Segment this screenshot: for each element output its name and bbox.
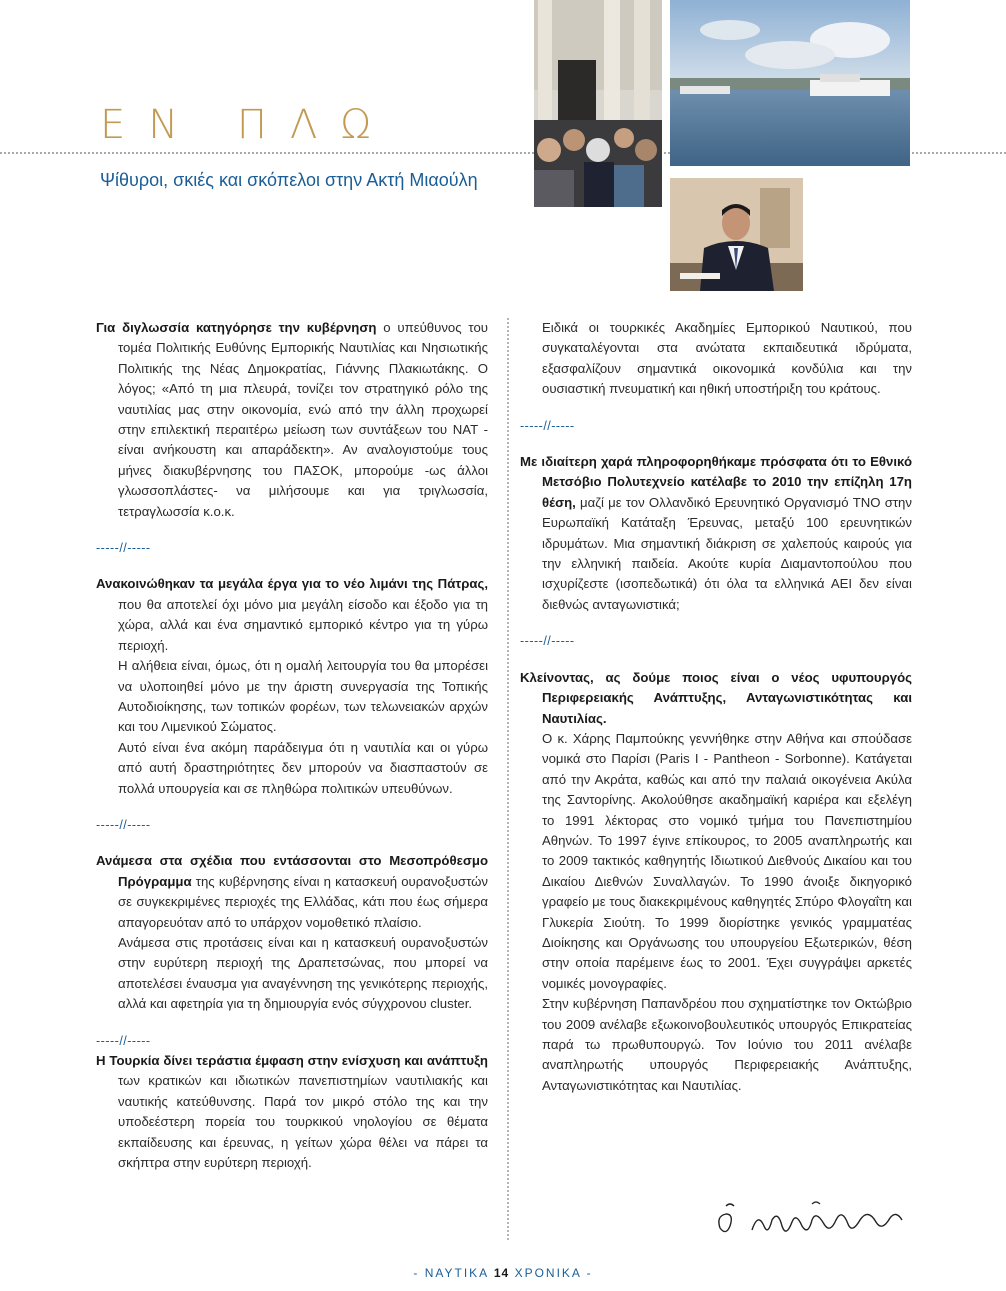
item-lead: Κλείνοντας, ας δούμε ποιος είναι ο νέος υφυπουργός Περιφερειακής Ανάπτυξης, Ανταγωνιστικότητας και Ναυτιλίας. (520, 669, 912, 726)
item-text: της κυβέρνησης είναι η κατασκευή ουρανοξυστών σε συγκεκριμένες περιοχές της Ελλάδας, κάτι που έως σήμερα απαγορευόταν από το υπάρχον νομοθετικό πλαίσιο. (118, 873, 488, 930)
item-paragraph: Ειδικά οι τουρκικές Ακαδημίες Εμπορικού Ναυτικού, που συγκαταλέγονται στα ανώτατα εκπαιδευτικά ιδρύματα, εξασφαλίζουν σημαντικά οικονομικά κονδύλια και την ουσιαστική πνευματική και ηθική υποστήριξη του κράτους. (542, 320, 912, 397)
page-footer (0, 1266, 1006, 1280)
separator: -----//----- (96, 1033, 151, 1048)
minister-portrait-photo (670, 178, 803, 291)
column-divider (507, 318, 509, 1240)
item-paragraph: Ανάμεσα στις προτάσεις είναι και η κατασκευή ουρανοξυστών στην ευρύτερη περιοχή της Δραπετσώνας, που μπορεί να αποτελέσει έναυσμα για αναγέννηση της γενικότερης περιοχής, αλλά και αφετηρία για τη δημιουργία ενός σύγχρονου cluster. (118, 934, 488, 1012)
item-lead: Ανακοινώθηκαν τα μεγάλα έργα για το νέο λιμάνι της Πάτρας, (96, 576, 488, 592)
page-title: ΕΝ ΠΛΩ (100, 102, 394, 148)
separator: -----//----- (96, 541, 151, 556)
item-text: που θα αποτελεί όχι μόνο μια μεγάλη είσοδο και έξοδο για τη χώρα, αλλά και ένα σημαντικό εμπορικό κέντρο για τη γύρω περιοχή. (118, 596, 488, 653)
news-item (520, 668, 912, 729)
item-paragraph: Αυτό είναι ένα ακόμη παράδειγμα ότι η ναυτιλία και οι γύρω από αυτή δραστηριότητες δεν μπορούν να διασπαστούν σε πολλά υπουργεία και σε πληθώρα πολιτικών υπευθύνων. (118, 739, 488, 796)
separator: -----//----- (520, 634, 575, 649)
news-item (96, 1051, 488, 1173)
article-subtitle: Ψίθυροι, σκιές και σκόπελοι στην Ακτή Μιαούλη (100, 170, 478, 190)
author-signature (712, 1196, 912, 1246)
news-item (520, 452, 912, 615)
news-item (96, 318, 488, 522)
page-number: 14 (493, 1266, 510, 1280)
item-lead: Ανάμεσα στα σχέδια που εντάσσονται στο Μεσοπρόθεσμο Πρόγραμμα (96, 853, 488, 889)
port-harbor-photo (670, 0, 910, 166)
item-paragraph: Η αλήθεια είναι, όμως, ότι η ομαλή λειτουργία του θα μπορέσει να υλοποιηθεί μόνο με την άριστη συνεργασία της Τοπικής Αυτοδιοίκησης, των τοπικών φορέων, των τελωνειακών αρχών και του Λιμενικού Σώματος. (118, 658, 488, 735)
footer-magazine-left: - ΝΑΥΤΙΚΑ (413, 1266, 489, 1280)
item-text: των κρατικών και ιδιωτικών πανεπιστημίων ναυτιλιακής και ναυτικής κατεύθυνσης. Παρά τον μικρό στόλο της και την υποδεέστερη πορεία του τουρκικού νηολογίου σε θέματα εκπαίδευσης και έρευνας, η γείτων χώρα θέλει να πάρει τα σκήπτρα στην ευρύτερη περιοχή. (118, 1073, 488, 1171)
item-lead: Με ιδιαίτερη χαρά πληροφορηθήκαμε πρόσφατα ότι το Εθνικό Μετσόβιο Πολυτεχνείο κατέλαβε το 2010 την επίζηλη 17η θέση, (520, 454, 912, 510)
separator: -----//----- (96, 817, 151, 832)
right-column (520, 318, 912, 1096)
separator: -----//----- (520, 418, 575, 433)
news-item (96, 574, 488, 656)
crowd-at-ministry-photo (534, 0, 662, 207)
item-paragraph: Ο κ. Χάρης Παμπούκης γεννήθηκε στην Αθήνα και σπούδασε νομικά στο Παρίσι (Paris I - Pantheon - Sorbonne). Κατάγεται από την Ακράτα, καθώς και από την παλαιά οικογένεια Ακύλα της Σαντορίνης. Ακολούθησε ακαδημαϊκή καριέρα και εξελέγη το 1991 λέκτορας στο νομικό τμήμα του Πανεπιστημίου Αθηνών. Το 1997 έγινε επίκουρος, το 2005 αναπληρωτής και το 2009 τακτικός καθηγητής Ιδιωτικού Διεθνούς Δικαίου και του Δικαίου Διεθνών Συναλλαγών. Το 1990 άνοιξε δικηγορικό γραφείο με τους διακεκριμένους καθηγητές Σπύρο Φλογαΐτη και Γλυκερία Σιούτη. Το 1999 διορίστηκε γενικός γραμματέας Διοίκησης και Οργάνωσης του υπουργείου Εξωτερικών, θέση στην οποία παρέμεινε έως το 2001. Έχει συγγράψει αρκετές νομικές μονογραφίες. (542, 730, 912, 991)
item-lead: Η Τουρκία δίνει τεράστια έμφαση στην ενίσχυση και ανάπτυξη (96, 1053, 488, 1068)
item-text: ο υπεύθυνος του τομέα Πολιτικής Ευθύνης Εμπορικής Ναυτιλίας και Νησιωτικής Πολιτικής της Νέας Δημοκρατίας, Γιάννης Πλακιωτάκης. Ο λόγος; «Από τη μια πλευρά, τονίζει τον στρατηγικό ρόλο της ναυτιλίας μας στην οικονομία, ενώ από την άλλη προχωρεί στην επιλεκτική περαιτέρω μείωση των συντάξεων του ΝΑΤ - είναι ανήκουστη και απαράδεκτη». Αν αναλογιστούμε τους μήνες διακυβέρνησης του ΠΑΣΟΚ, μπορούμε -ως άλλοι γλωσσοπλάστες- να μιλήσουμε και για τριγλωσσία, τετραγλωσσία κ.ο.κ. (118, 320, 488, 519)
item-paragraph: Στην κυβέρνηση Παπανδρέου που σχηματίστηκε τον Οκτώβριο του 2009 ανέλαβε εξωκοινοβουλευτικός υπουργός Επικρατείας παρά τω πρωθυπουργώ. Τον Ιούνιο του 2011 ανέλαβε αναπληρωτής υπουργός Περιφερειακής Ανάπτυξης, Ανταγωνιστικότητας και Ναυτιλίας. (542, 996, 912, 1093)
item-lead: Για διγλωσσία κατηγόρησε την κυβέρνηση (96, 320, 377, 335)
item-text: μαζί με τον Ολλανδικό Ερευνητικό Οργανισμό TNO στην Ευρωπαϊκή Κατάταξη Έρευνας, μεταξύ 100 ερευνητικών ιδρυμάτων. Μια σημαντική διάκριση σε χαλεπούς καιρούς για την ελληνική παιδεία. Ακούτε κυρία Διαμαντοπούλου που ισχυρίζεστε (ισοπεδωτικά) ότι όλα τα ελληνικά ΑΕΙ δεν είναι διεθνώς ανταγωνιστικά; (542, 494, 912, 612)
left-column (96, 318, 488, 1173)
footer-magazine-right: ΧΡΟΝΙΚΑ - (514, 1266, 593, 1280)
news-item (96, 851, 488, 933)
